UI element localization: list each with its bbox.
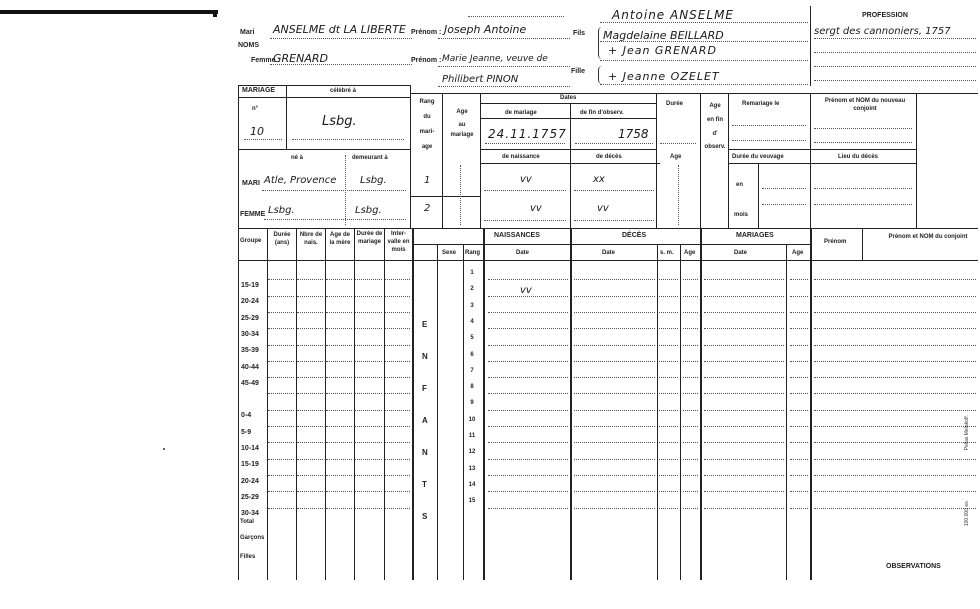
mari-name: ANSELME dt LA LIBERTE xyxy=(273,23,406,36)
dates-label: Dates xyxy=(560,95,577,101)
date-fin-obs: 1758 xyxy=(618,127,649,141)
groupe-cell: 20-24 xyxy=(241,477,259,485)
femme-label: Femme : xyxy=(251,57,280,64)
en-label: en xyxy=(736,182,744,188)
groupe-cell: 35-39 xyxy=(241,347,259,355)
femme-naissance: vv xyxy=(530,203,542,214)
date-mariage: 24.11.1757 xyxy=(488,127,567,141)
remariage-label: Remariage le xyxy=(742,101,780,107)
scan-dot xyxy=(163,448,165,450)
age-au-mariage-label: Age au mariage xyxy=(450,109,474,138)
observations-label: OBSERVATIONS xyxy=(886,563,941,570)
prenom-label-mari: Prénom : xyxy=(411,29,442,36)
mariage-no: 10 xyxy=(250,125,264,138)
no-label: n° xyxy=(252,106,259,112)
duree-veuvage-label: Durée du veuvage xyxy=(732,154,784,160)
mari-label: Mari xyxy=(240,29,255,36)
mari-deces: xx xyxy=(593,174,605,185)
groupe-cell: 30-34 xyxy=(241,510,259,518)
rang-cell: 15 xyxy=(468,498,476,505)
mari-prenom: Joseph Antoine xyxy=(444,23,527,36)
femme-deces: vv xyxy=(597,203,609,214)
femme-prenom-1: Marie Jeanne, veuve de xyxy=(442,54,548,64)
femme-mother: + Jeanne OZELET xyxy=(608,70,720,83)
fils-label: Fils xyxy=(573,30,586,37)
groupe-cell: 45-49 xyxy=(241,379,259,387)
femme-name: GRENARD xyxy=(273,52,328,65)
mari-father: Antoine ANSELME xyxy=(612,8,735,22)
age-fin-label: Age en fin d' observ. xyxy=(704,103,726,150)
print-run-note: 100.000 ex. xyxy=(964,500,970,527)
birth-mark-rank-2: vv xyxy=(520,285,532,296)
intervalle-label: Inter-valle en mois xyxy=(387,231,410,253)
de-mariage-label: de mariage xyxy=(505,110,537,116)
scan-edge-bar xyxy=(0,10,218,14)
enfants-letter: F xyxy=(422,384,427,393)
enfants-letter: N xyxy=(422,352,428,361)
groupe-cell: 25-29 xyxy=(241,493,259,501)
rang-cell: 7 xyxy=(470,367,474,374)
publisher-note: Pellas Melakoff. xyxy=(964,415,970,451)
groupe-cell: 15-19 xyxy=(241,461,259,469)
filles-label: Filles xyxy=(240,554,256,560)
femme-prenom-2: Philibert PINON xyxy=(442,74,519,85)
mari-ne-a: Atle, Provence xyxy=(264,175,337,186)
enfants-letter: E xyxy=(422,320,428,329)
groupe-cell: 20-24 xyxy=(241,298,259,306)
celebre-label: célébré à xyxy=(330,88,357,94)
mari-naissance: vv xyxy=(520,174,532,185)
rang-cell: 9 xyxy=(470,400,474,407)
femme-row-label: FEMME xyxy=(240,211,266,218)
mariages-age-label: Age xyxy=(792,250,804,256)
rang-cell: 2 xyxy=(470,286,474,293)
enfants-letter: N xyxy=(422,448,428,457)
rang-cell: 13 xyxy=(468,465,476,472)
mois-label: mois xyxy=(734,212,749,218)
prenom-label-femme: Prénom : xyxy=(411,57,442,64)
groupe-cell: 30-34 xyxy=(241,330,259,338)
mari-mother: Magdelaine BEILLARD xyxy=(603,29,724,42)
mariage-title: MARIAGE xyxy=(242,87,276,94)
deces-label: DÉCÈS xyxy=(622,232,647,239)
rang-cell: 14 xyxy=(468,481,476,488)
sm-label: s. m. xyxy=(660,250,674,256)
groupe-cell: 25-29 xyxy=(241,314,259,322)
mariages-label: MARIAGES xyxy=(736,232,774,239)
femme-rang: 2 xyxy=(424,203,431,214)
mariage-place: Lsbg. xyxy=(322,114,357,129)
de-deces-label: de décès xyxy=(596,154,622,160)
duree-ans-label: Durée (ans) xyxy=(273,232,291,246)
age-label-2: Age xyxy=(670,154,682,160)
enfants-letter: S xyxy=(422,512,428,521)
mari-rang: 1 xyxy=(424,175,431,186)
enfants-letter: T xyxy=(422,480,427,489)
nbre-naiss-label: Nbre de nais. xyxy=(299,232,323,246)
noms-label: NOMS xyxy=(238,42,259,49)
profession-label: PROFESSION xyxy=(862,12,908,19)
duree-mariage-label: Durée de mariage xyxy=(356,231,383,245)
sexe-label: Sexe xyxy=(442,250,457,256)
femme-father: + Jean GRENARD xyxy=(608,44,717,57)
rang-cell: 4 xyxy=(470,318,474,325)
groupe-cell: 5-9 xyxy=(241,428,252,436)
deces-date-label: Date xyxy=(602,250,616,256)
groupe-cell: 0-4 xyxy=(241,412,252,420)
scan-edge-mark xyxy=(213,14,217,17)
rang-cell: 1 xyxy=(470,270,474,276)
rang-label: Rang du mari- age xyxy=(419,99,435,150)
deces-age-label: Age xyxy=(684,250,696,256)
rang-cell: 3 xyxy=(470,302,474,309)
garcons-label: Garçons xyxy=(240,535,265,541)
rang-cell: 6 xyxy=(470,351,474,358)
fille-label: Fille xyxy=(571,68,586,75)
fin-obs-label: de fin d'observ. xyxy=(580,110,624,116)
ne-a-label: né à xyxy=(291,155,304,161)
demeurant-label: demeurant à xyxy=(352,155,388,161)
groupe-cell: 40-44 xyxy=(241,363,259,371)
mari-row-label: MARI xyxy=(242,180,260,187)
nouveau-conjoint-label: Prénom et NOM du nouveau conjoint xyxy=(824,98,906,112)
age-mere-label: Age de la mère xyxy=(329,232,351,246)
mariages-date-label: Date xyxy=(734,250,748,256)
groupe-label: Groupe xyxy=(240,238,262,244)
total-label: Total xyxy=(240,519,254,525)
rang-cell: 11 xyxy=(468,433,476,439)
enfants-letter: A xyxy=(422,416,428,425)
femme-demeurant: Lsbg. xyxy=(355,205,382,216)
groupe-cell: 15-19 xyxy=(241,282,259,289)
rang-col-label: Rang xyxy=(465,250,480,256)
groupe-cell: 10-14 xyxy=(241,445,259,452)
prenom-col-label: Prénom xyxy=(824,239,847,245)
naiss-date-label: Date xyxy=(516,250,530,256)
rang-cell: 12 xyxy=(468,449,476,456)
lieu-deces-label: Lieu du décès xyxy=(838,154,879,160)
mari-demeurant: Lsbg. xyxy=(360,175,387,186)
duree-label: Durée xyxy=(666,101,684,107)
rang-cell: 8 xyxy=(470,384,474,391)
de-naissance-label: de naissance xyxy=(502,154,540,160)
femme-ne-a: Lsbg. xyxy=(268,205,295,216)
naissances-label: NAISSANCES xyxy=(494,232,540,239)
conjoint-col-label: Prénom et NOM du conjoint xyxy=(888,234,968,240)
profession-value: sergt des cannoniers, 1757 xyxy=(814,26,951,37)
rang-cell: 10 xyxy=(468,416,476,423)
rang-cell: 5 xyxy=(470,335,474,342)
